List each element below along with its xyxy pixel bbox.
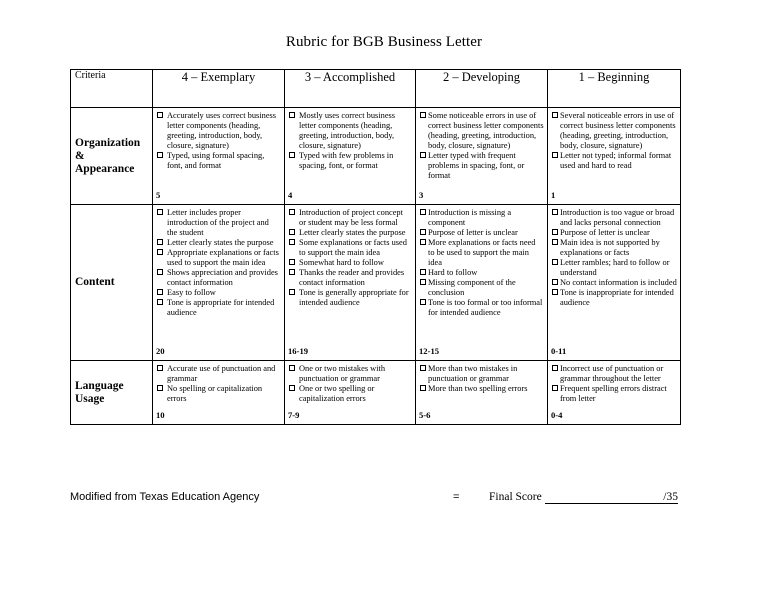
list-item <box>551 278 677 288</box>
checkbox-icon[interactable] <box>552 209 558 215</box>
list-item <box>288 384 412 404</box>
criteria-list <box>551 364 677 404</box>
list-item <box>419 208 544 228</box>
criterion-text: Appropriate explanations or facts used to support the main idea <box>167 248 279 267</box>
checkbox-icon[interactable] <box>420 365 426 371</box>
rubric-cell <box>285 361 415 424</box>
rubric-cell <box>153 108 284 204</box>
checkbox-icon[interactable] <box>552 229 558 235</box>
header-row <box>71 70 681 108</box>
checkbox-icon[interactable] <box>420 209 426 215</box>
checkbox-icon[interactable] <box>289 209 295 215</box>
checkbox-icon[interactable] <box>157 299 163 305</box>
score-value: 4 <box>288 190 293 200</box>
list-item <box>288 364 412 384</box>
criterion-text: Some explanations or facts used to support the main idea <box>299 238 407 257</box>
list-item <box>551 151 677 171</box>
checkbox-icon[interactable] <box>552 112 558 118</box>
table-row <box>71 361 681 425</box>
rubric-cell <box>548 108 680 204</box>
list-item <box>419 151 544 181</box>
checkbox-icon[interactable] <box>289 289 295 295</box>
list-item <box>551 208 677 228</box>
list-item <box>156 208 281 238</box>
checkbox-icon[interactable] <box>289 269 295 275</box>
rubric-table <box>70 69 681 425</box>
list-item <box>551 238 677 258</box>
list-item <box>156 151 281 171</box>
level-header-4: 4 – Exemplary <box>153 70 285 108</box>
score-value: 12-15 <box>419 346 440 356</box>
criterion-text: Typed, using formal spacing, font, and format <box>167 151 265 170</box>
checkbox-icon[interactable] <box>157 209 163 215</box>
criterion-text: Tone is appropriate for intended audience <box>167 298 275 317</box>
criterion-text: More explanations or facts need to be used to support the main idea <box>428 238 536 267</box>
list-item <box>156 288 281 298</box>
checkbox-icon[interactable] <box>157 152 163 158</box>
list-item <box>288 208 412 228</box>
checkbox-icon[interactable] <box>289 152 295 158</box>
criteria-list <box>288 364 412 404</box>
final-score-blank[interactable]: /35 <box>545 491 678 504</box>
rubric-cell <box>416 361 547 424</box>
list-item <box>551 384 677 404</box>
list-item <box>156 298 281 318</box>
score-value: 1 <box>551 190 556 200</box>
checkbox-icon[interactable] <box>289 112 295 118</box>
checkbox-icon[interactable] <box>420 239 426 245</box>
list-item <box>288 228 412 238</box>
checkbox-icon[interactable] <box>157 112 163 118</box>
criterion-text: Letter includes proper introduction of the project and the student <box>167 208 269 237</box>
criterion-text: Incorrect use of punctuation or grammar throughout the letter <box>560 364 664 383</box>
list-item <box>288 238 412 258</box>
list-item <box>419 238 544 268</box>
checkbox-icon[interactable] <box>157 239 163 245</box>
list-item <box>156 268 281 288</box>
checkbox-icon[interactable] <box>420 279 426 285</box>
criterion-text: Letter typed with frequent problems in spacing, font, or format <box>428 151 525 180</box>
score-value: 5-6 <box>419 410 431 420</box>
criterion-text: Easy to follow <box>167 288 216 297</box>
criterion-text: Tone is generally appropriate for intended audience <box>299 288 409 307</box>
checkbox-icon[interactable] <box>157 365 163 371</box>
criteria-list <box>419 111 544 181</box>
rubric-cell <box>285 205 415 360</box>
rubric-cell <box>548 205 680 360</box>
criterion-text: Purpose of letter is unclear <box>428 228 518 237</box>
criteria-list <box>419 208 544 318</box>
score-value: 10 <box>156 410 165 420</box>
rubric-cell <box>416 205 547 360</box>
list-item <box>156 248 281 268</box>
score-value: 0-4 <box>551 410 563 420</box>
score-value: 20 <box>156 346 165 356</box>
criterion-text: Shows appreciation and provides contact information <box>167 268 278 287</box>
table-row <box>71 108 681 205</box>
table-row <box>71 205 681 361</box>
checkbox-icon[interactable] <box>552 152 558 158</box>
criterion-text: Hard to follow <box>428 268 478 277</box>
criteria-list <box>156 111 281 171</box>
list-item <box>288 268 412 288</box>
criterion-text: No contact information is included <box>560 278 677 287</box>
criteria-list <box>551 208 677 308</box>
criterion-text: Somewhat hard to follow <box>299 258 384 267</box>
list-item <box>551 258 677 278</box>
score-value: 7-9 <box>288 410 300 420</box>
row-label-language: Language Usage <box>71 361 153 425</box>
criterion-text: Typed with few problems in spacing, font, or format <box>299 151 394 170</box>
checkbox-icon[interactable] <box>157 269 163 275</box>
rubric-cell <box>153 205 284 360</box>
page-title: Rubric for BGB Business Letter <box>285 34 483 50</box>
criteria-list <box>419 364 544 394</box>
checkbox-icon[interactable] <box>289 229 295 235</box>
checkbox-icon[interactable] <box>289 365 295 371</box>
criterion-text: Introduction is too vague or broad and lacks personal connection <box>560 208 675 227</box>
checkbox-icon[interactable] <box>552 289 558 295</box>
score-value: 16-19 <box>288 346 309 356</box>
list-item <box>156 111 281 151</box>
criterion-text: Accurately uses correct business letter components (heading, greeting, introduction, body, closure, signature) <box>167 111 277 150</box>
list-item <box>419 384 544 394</box>
row-label-organization: Organization & Appearance <box>71 108 153 205</box>
list-item <box>419 364 544 384</box>
criterion-text: More than two mistakes in punctuation or grammar <box>428 364 518 383</box>
checkbox-icon[interactable] <box>420 385 426 391</box>
source-note: Modified from Texas Education Agency <box>70 491 260 503</box>
criterion-text: Tone is inappropriate for intended audience <box>560 288 674 307</box>
criterion-text: More than two spelling errors <box>428 384 528 393</box>
criterion-text: No spelling or capitalization errors <box>167 384 263 403</box>
list-item <box>288 151 412 171</box>
criterion-text: Some noticeable errors in use of correct business letter components (heading, greeting, introduction, body, closure, signature) <box>428 111 544 150</box>
criteria-list <box>156 208 281 318</box>
criterion-text: Letter clearly states the purpose <box>299 228 406 237</box>
checkbox-icon[interactable] <box>420 229 426 235</box>
list-item <box>156 384 281 404</box>
criterion-text: One or two mistakes with punctuation or grammar <box>299 364 386 383</box>
criterion-text: Main idea is not supported by explanations or facts <box>560 238 660 257</box>
criterion-text: Thanks the reader and provides contact information <box>299 268 405 287</box>
checkbox-icon[interactable] <box>552 259 558 265</box>
checkbox-icon[interactable] <box>552 239 558 245</box>
list-item <box>156 238 281 248</box>
checkbox-icon[interactable] <box>289 259 295 265</box>
criterion-text: Purpose of letter is unclear <box>560 228 650 237</box>
checkbox-icon[interactable] <box>157 289 163 295</box>
rubric-cell <box>548 361 680 424</box>
rubric-cell <box>285 108 415 204</box>
list-item <box>419 278 544 298</box>
level-header-3: 3 – Accomplished <box>285 70 416 108</box>
rubric-cell <box>153 361 284 424</box>
checkbox-icon[interactable] <box>552 385 558 391</box>
checkbox-icon[interactable] <box>157 249 163 255</box>
list-item <box>156 364 281 384</box>
score-value: 0-11 <box>551 346 567 356</box>
list-item <box>419 298 544 318</box>
criteria-header: Criteria <box>71 70 153 108</box>
final-score-label: Final Score <box>489 491 542 503</box>
criterion-text: Letter clearly states the purpose <box>167 238 274 247</box>
criterion-text: One or two spelling or capitalization errors <box>299 384 375 403</box>
score-value: 3 <box>419 190 424 200</box>
criterion-text: Frequent spelling errors distract from letter <box>560 384 667 403</box>
criterion-text: Tone is too formal or too informal for intended audience <box>428 298 543 317</box>
criterion-text: Letter rambles; hard to follow or understand <box>560 258 670 277</box>
list-item <box>551 228 677 238</box>
criterion-text: Letter not typed; informal format used and hard to read <box>560 151 672 170</box>
criteria-list <box>551 111 677 171</box>
checkbox-icon[interactable] <box>420 112 426 118</box>
list-item <box>288 258 412 268</box>
row-label-content: Content <box>71 205 153 361</box>
list-item <box>551 111 677 151</box>
criterion-text: Introduction is missing a component <box>428 208 512 227</box>
checkbox-icon[interactable] <box>289 385 295 391</box>
criteria-list <box>288 111 412 171</box>
criteria-list <box>288 208 412 308</box>
criterion-text: Mostly uses correct business letter components (heading, greeting, introduction, body, closure, signature) <box>299 111 396 150</box>
score-value: 5 <box>156 190 161 200</box>
criterion-text: Introduction of project concept or student may be less formal <box>299 208 403 227</box>
criterion-text: Several noticeable errors in use of correct business letter components (heading, greeting, introduction, body, closure, signature) <box>560 111 676 150</box>
list-item <box>288 111 412 151</box>
list-item <box>419 268 544 278</box>
checkbox-icon[interactable] <box>420 299 426 305</box>
criterion-text: Missing component of the conclusion <box>428 278 516 297</box>
criteria-list <box>156 364 281 404</box>
checkbox-icon[interactable] <box>157 385 163 391</box>
checkbox-icon[interactable] <box>552 365 558 371</box>
checkbox-icon[interactable] <box>420 269 426 275</box>
level-header-1: 1 – Beginning <box>548 70 681 108</box>
rubric-cell <box>416 108 547 204</box>
criterion-text: Accurate use of punctuation and grammar <box>167 364 276 383</box>
list-item <box>419 228 544 238</box>
list-item <box>419 111 544 151</box>
equals-sign: = <box>453 491 460 503</box>
checkbox-icon[interactable] <box>289 239 295 245</box>
list-item <box>288 288 412 308</box>
checkbox-icon[interactable] <box>420 152 426 158</box>
checkbox-icon[interactable] <box>552 279 558 285</box>
level-header-2: 2 – Developing <box>416 70 548 108</box>
list-item <box>551 364 677 384</box>
list-item <box>551 288 677 308</box>
